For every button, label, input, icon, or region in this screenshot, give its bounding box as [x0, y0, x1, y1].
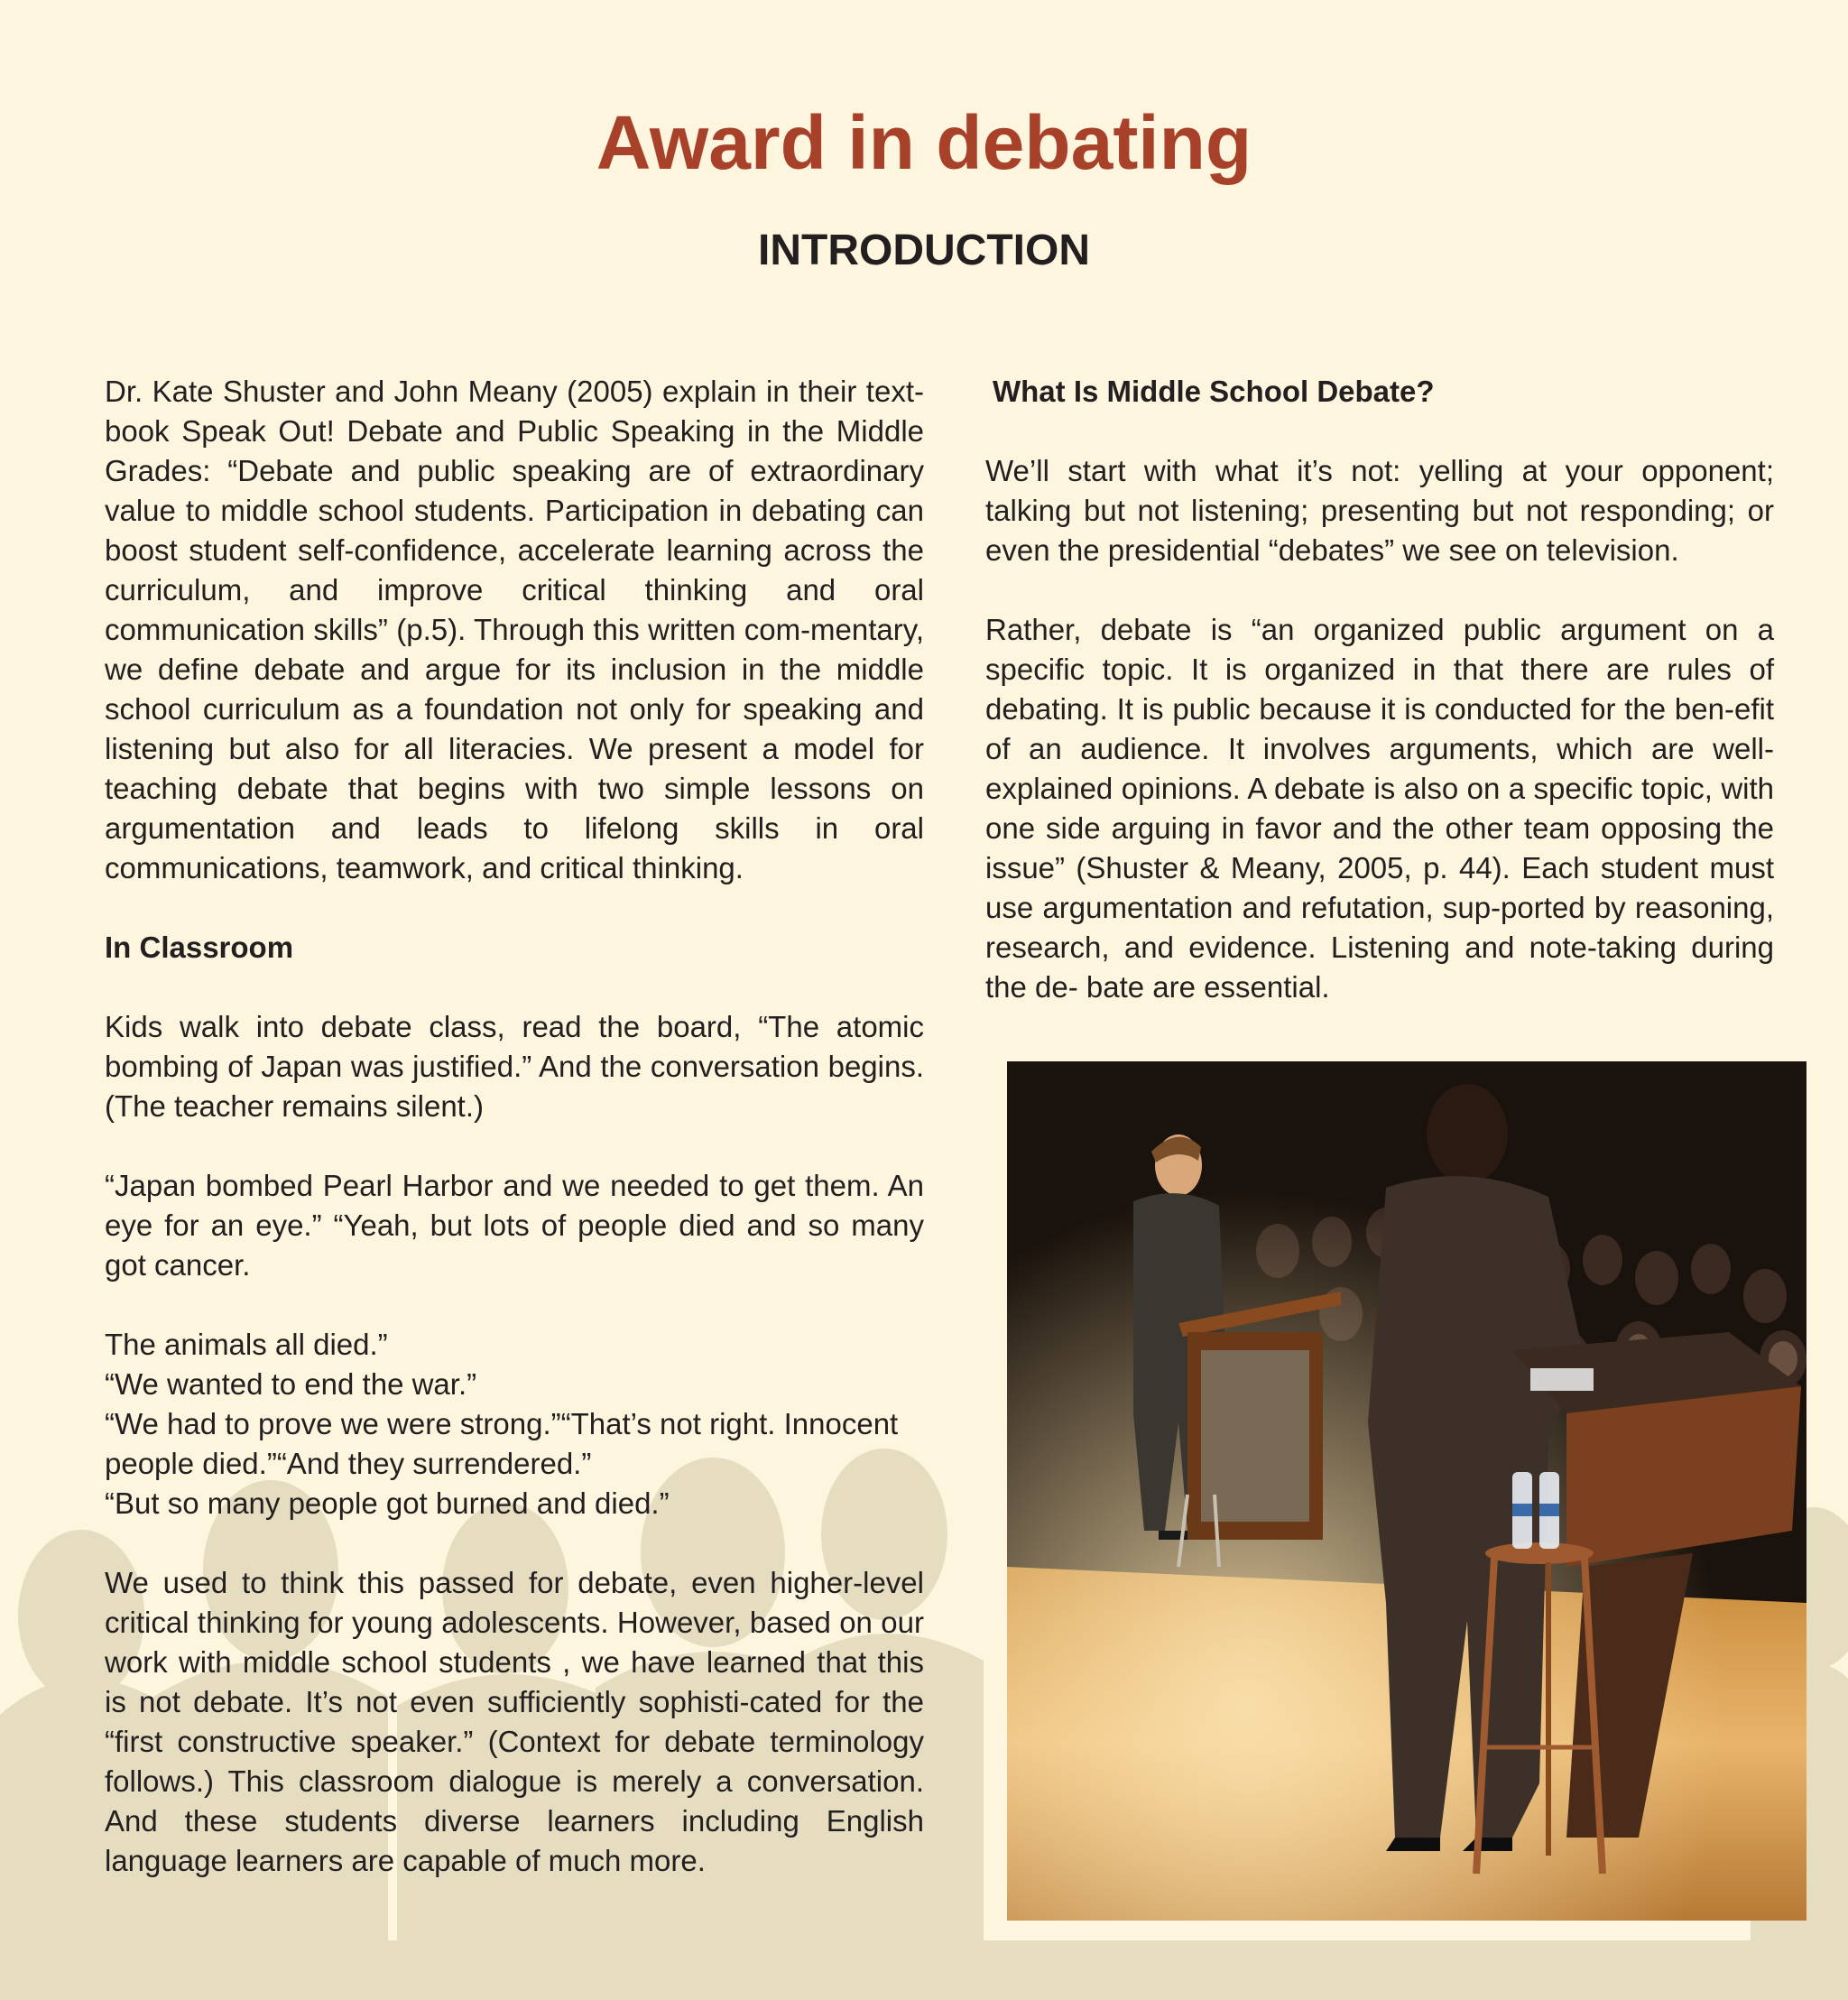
classroom-paragraph-2: “Japan bombed Pearl Harbor and we needed to get them. An eye for an eye.” “Yeah, but lots of people died and so many got cancer. — [105, 1169, 924, 1282]
dialogue-line: The animals all died.” — [105, 1328, 388, 1361]
debate-definition-heading: What Is Middle School Debate? — [993, 375, 1435, 408]
debate-stage-photo — [1007, 1061, 1806, 1921]
dialogue-block — [105, 1325, 924, 1523]
classroom-heading: In Classroom — [105, 931, 294, 964]
classroom-paragraph-1: Kids walk into debate class, read the board, “The atomic bombing of Japan was justified.” And the conversation begins. (The teacher remains silent.) — [105, 1010, 924, 1123]
debate-paragraph-1: We’ll start with what it’s not: yelling at your opponent; talking but not listening; presenting but not responding; or even the presidential “debates” we see on television. — [985, 454, 1774, 567]
section-subtitle: INTRODUCTION — [758, 227, 1090, 274]
dialogue-line: “We had to prove we were strong.”“That’s not right. Innocent people died.”“And they surrendered.” — [105, 1407, 899, 1480]
left-column — [105, 372, 924, 1881]
dialogue-line: “But so many people got burned and died.” — [105, 1486, 670, 1520]
intro-paragraph: Dr. Kate Shuster and John Meany (2005) explain in their text-book Speak Out! Debate and Public Speaking in the Middle Grades: “Debate and public speaking are of extraordinary value to middle school students. Participation in debating can boost student self-confidence, accelerate learning across the curriculum, and improve critical thinking and oral communication skills” (p.5). Through this written com-mentary, we define debate and argue for its inclusion in the middle school curriculum as a foundation not only for speaking and listening but also for all literacies. We present a model for teaching debate that begins with two simple lessons on argumentation and leads to lifelong skills in oral communications, teamwork, and critical thinking. — [105, 375, 924, 884]
dialogue-line: “We wanted to end the war.” — [105, 1367, 477, 1401]
page-title: Award in debating — [596, 100, 1252, 185]
debate-paragraph-2: Rather, debate is “an organized public argument on a specific topic. It is organized in that there are rules of debating. It is public because it is conducted for the ben-efit of an audience. It involves arguments, which are well-explained opinions. A debate is also on a specific topic, with one side arguing in favor and the other team opposing the issue” (Shuster & Meany, 2005, p. 44). Each student must use argumentation and refutation, sup-ported by reasoning, research, and evidence. Listening and note-taking during the de- bate are essential. — [985, 613, 1774, 1004]
right-column — [985, 372, 1774, 1007]
closing-paragraph: We used to think this passed for debate, even higher-level critical thinking for young adolescents. However, based on our work with middle school students , we have learned that this is not debate. It’s not even sufficiently sophisti-cated for the “first constructive speaker.” (Context for debate terminology follows.) This classroom dialogue is merely a conversation. And these students diverse learners including English language learners are capable of much more. — [105, 1566, 924, 1877]
